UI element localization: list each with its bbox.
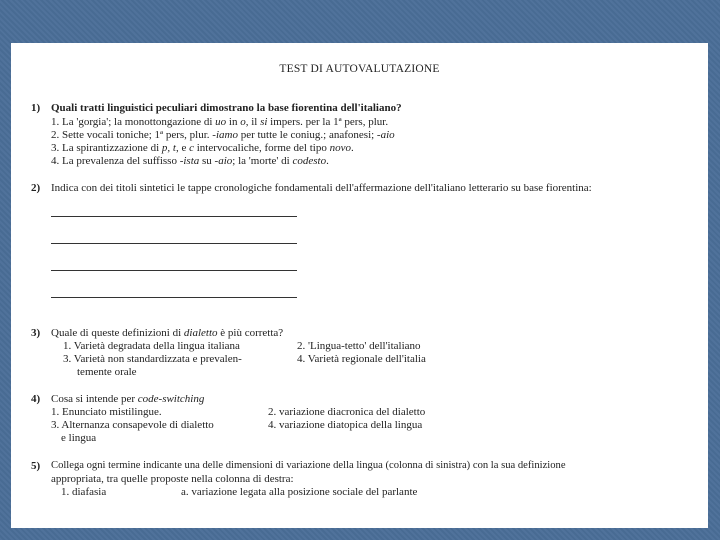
question-4-option-2: 2. variazione diacronica del dialetto (268, 406, 426, 418)
answer-line[interactable] (51, 243, 297, 244)
question-4-text: Cosa si intende per code-switching (51, 393, 205, 405)
test-sheet (11, 43, 708, 528)
question-3-option-1: 1. Varietà degradata della lingua italiana (63, 340, 240, 352)
question-3-option-3-continued: temente orale (77, 366, 137, 378)
question-4-option-4: 4. variazione diatopica della lingua (268, 419, 423, 431)
question-3-number: 3) (31, 327, 41, 339)
question-1-option-2: 2. Sette vocali toniche; 1ª pers, plur. -iamo per tutte le coniug.; anafonesi; -aio (51, 129, 395, 141)
question-1-option-3: 3. La spirantizzazione di p, t, e c intervocaliche, forme del tipo novo. (51, 142, 354, 154)
question-2-text: Indica con dei titoli sintetici le tappe cronologiche fondamentali dell'affermazione dell'italiano letterario su base fiorentina: (51, 182, 592, 194)
answer-line[interactable] (51, 270, 297, 271)
question-1-text: Quali tratti linguistici peculiari dimostrano la base fiorentina dell'italiano? (51, 102, 402, 114)
question-5-left-item-1: 1. diafasia (61, 486, 107, 498)
question-5-text-line-2: appropriata, tra quelle proposte nella colonna di destra: (51, 473, 294, 485)
question-3-option-2: 2. 'Lingua-tetto' dell'italiano (297, 340, 421, 352)
answer-line[interactable] (51, 297, 297, 298)
question-3-option-3: 3. Varietà non standardizzata e prevalen- (63, 353, 242, 365)
answer-line[interactable] (51, 216, 297, 217)
question-4-number: 4) (31, 393, 41, 405)
question-4-option-3-continued: e lingua (61, 432, 97, 444)
question-5-number: 5) (31, 460, 41, 472)
question-4-option-3: 3. Alternanza consapevole di dialetto (51, 419, 214, 431)
question-5-right-item-a: a. variazione legata alla posizione sociale del parlante (181, 486, 418, 498)
question-5-text-line-1: Collega ogni termine indicante una delle dimensioni di variazione della lingua (colonna di sinistra) con la sua definizione (51, 460, 566, 471)
question-4-option-1: 1. Enunciato mistilingue. (51, 406, 162, 418)
question-1-option-1: 1. La 'gorgia'; la monottongazione di uo in o, il si impers. per la 1ª pers, plur. (51, 116, 389, 128)
question-3-option-4: 4. Varietà regionale dell'italia (297, 353, 426, 365)
question-2-number: 2) (31, 182, 41, 194)
page-title: TEST DI AUTOVALUTAZIONE (279, 63, 440, 75)
question-1-number: 1) (31, 102, 41, 114)
question-3-text: Quale di queste definizioni di dialetto è più corretta? (51, 327, 284, 339)
question-1-option-4: 4. La prevalenza del suffisso -ista su -aio; la 'morte' di codesto. (51, 155, 329, 167)
